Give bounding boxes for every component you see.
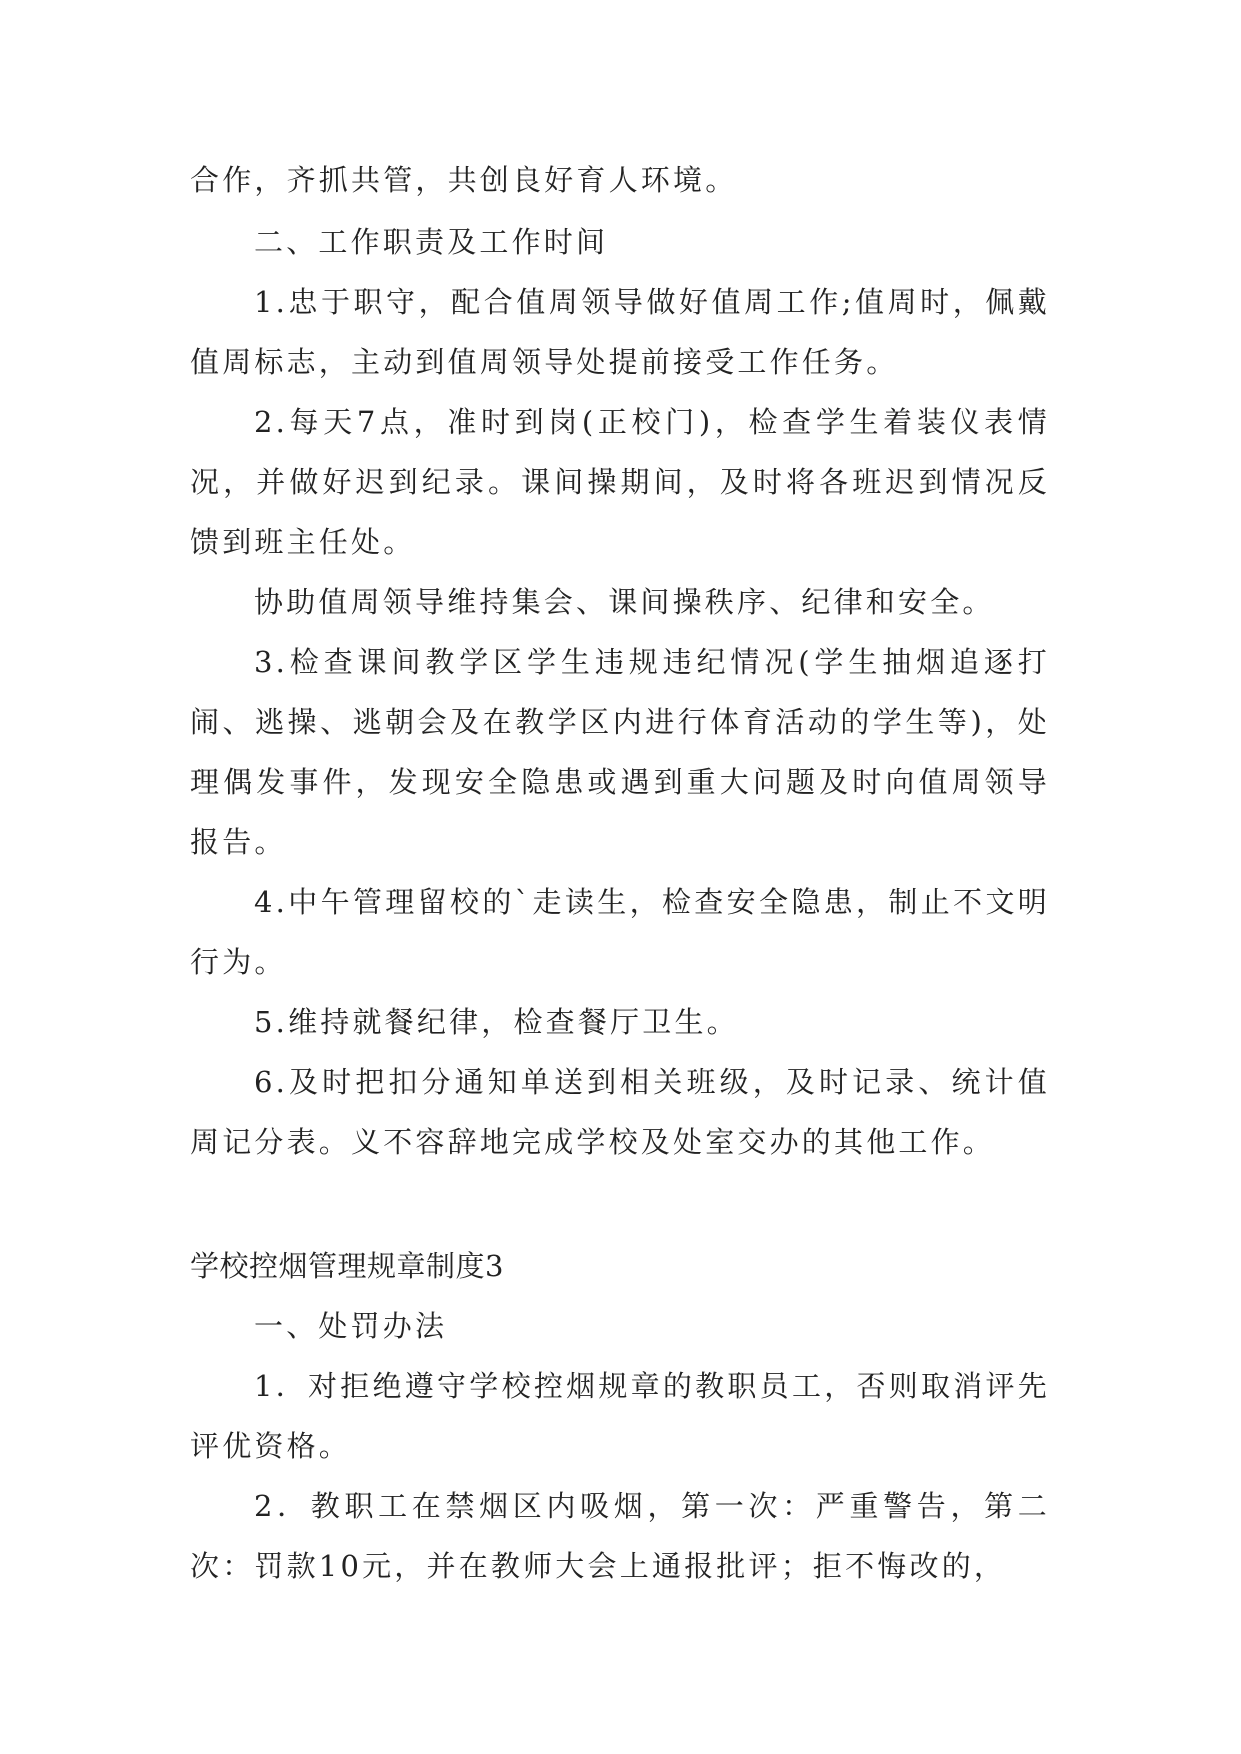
paragraph-assist: 协助值周领导维持集会、课间操秩序、纪律和安全。 [254,585,995,619]
paragraph-intro-continuation: 合作，齐抓共管，共创良好育人环境。 [190,163,738,197]
list-item-duty-5: 5.维持就餐纪律，检查餐厅卫生。 [254,1005,739,1039]
list-item-duty-4: 4.中午管理留校的`走读生，检查安全隐患，制止不文明行为。 [190,885,1050,979]
list-item-duty-2: 2.每天7点，准时到岗(正校门)，检查学生着装仪表情况，并做好迟到纪录。课间操期间，及时将各班迟到情况反馈到班主任处。 [190,405,1050,559]
section-heading-duties: 二、工作职责及工作时间 [254,225,609,259]
list-item-duty-1: 1.忠于职守，配合值周领导做好值周工作;值周时，佩戴值周标志，主动到值周领导处提前接受工作任务。 [190,285,1050,379]
list-item-duty-3: 3.检查课间教学区学生违规违纪情况(学生抽烟追逐打闹、逃操、逃朝会及在教学区内进行体育活动的学生等)，处理偶发事件，发现安全隐患或遇到重大问题及时向值周领导报告。 [190,645,1050,859]
list-item-duty-6: 6.及时把扣分通知单送到相关班级，及时记录、统计值周记分表。义不容辞地完成学校及处室交办的其他工作。 [190,1065,1050,1159]
list-item-penalty-1: 1．对拒绝遵守学校控烟规章的教职员工，否则取消评先评优资格。 [190,1369,1050,1463]
list-item-penalty-2: 2．教职工在禁烟区内吸烟，第一次：严重警告，第二次：罚款10元，并在教师大会上通报批评；拒不悔改的， [190,1489,1050,1583]
section-title: 学校控烟管理规章制度3 [190,1249,504,1283]
section-heading-penalties: 一、处罚办法 [254,1309,448,1343]
